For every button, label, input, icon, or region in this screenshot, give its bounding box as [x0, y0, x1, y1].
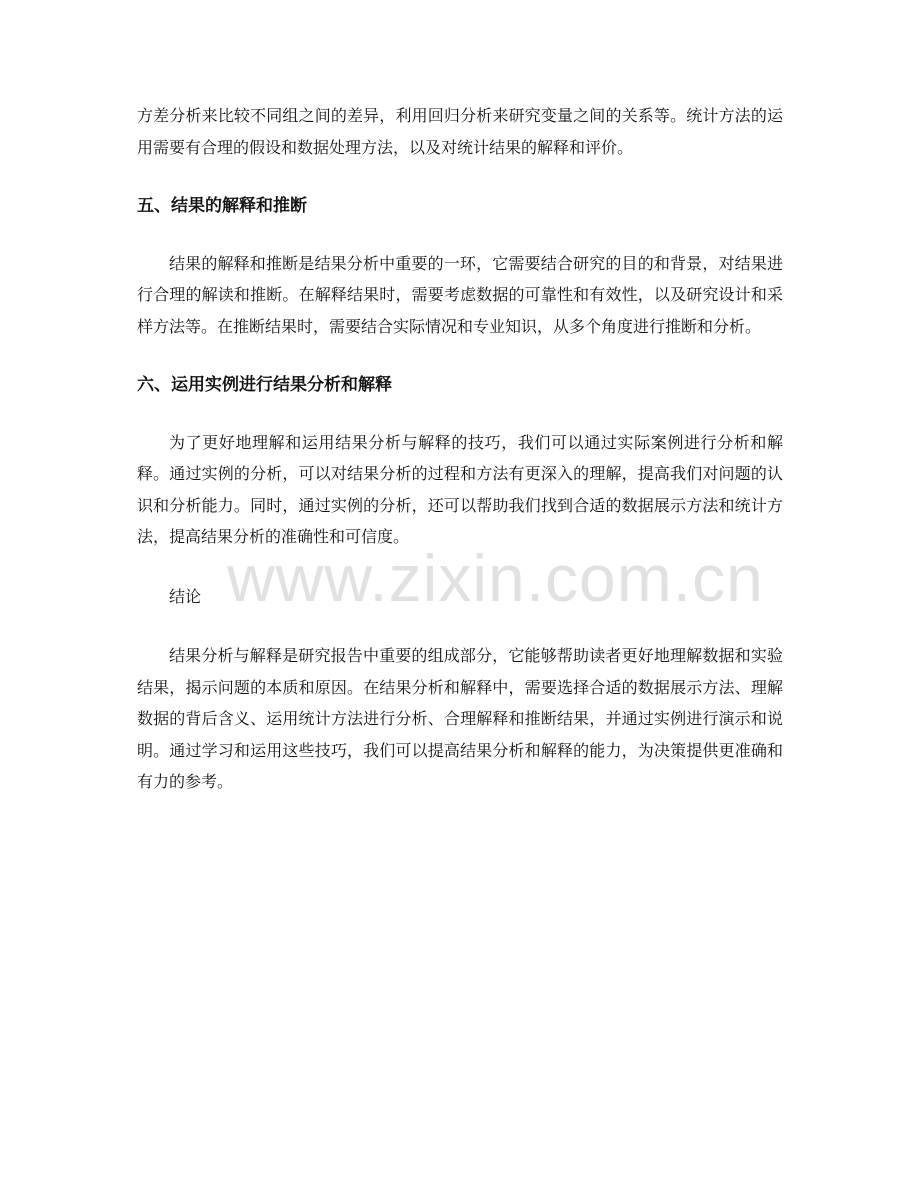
section-5-paragraph: 结果的解释和推断是结果分析中重要的一环，它需要结合研究的目的和背景，对结果进行合理的解读和推断。在解释结果时，需要考虑数据的可靠性和有效性，以及研究设计和采样方法等。在推断结果时，需要结合实际情况和专业知识，从多个角度进行推断和分析。 — [137, 253, 783, 336]
watermark-text: www.zixin.com.cn — [227, 541, 764, 615]
section-6-paragraph: 为了更好地理解和运用结果分析与解释的技巧，我们可以通过实际案例进行分析和解释。通过实例的分析，可以对结果分析的过程和方法有更深入的理解，提高我们对问题的认识和分析能力。同时，通过实例的分析，还可以帮助我们找到合适的数据展示方法和统计方法，提高结果分析的准确性和可信度。 — [137, 432, 783, 546]
intro-paragraph: 方差分析来比较不同组之间的差异，利用回归分析来研究变量之间的关系等。统计方法的运用需要有合理的假设和数据处理方法，以及对统计结果的解释和评价。 — [137, 106, 783, 157]
document-body — [137, 100, 783, 798]
section-5-heading: 五、结果的解释和推断 — [137, 196, 307, 216]
conclusion-label: 结论 — [169, 586, 202, 606]
conclusion-paragraph: 结果分析与解释是研究报告中重要的组成部分，它能够帮助读者更好地理解数据和实验结果，揭示问题的本质和原因。在结果分析和解释中，需要选择合适的数据展示方法、理解数据的背后含义、运用统计方法进行分析、合理解释和推断结果，并通过实例进行演示和说明。通过学习和运用这些技巧，我们可以提高结果分析和解释的能力，为决策提供更准确和有力的参考。 — [137, 646, 783, 791]
section-6-heading: 六、运用实例进行结果分析和解释 — [137, 375, 392, 395]
